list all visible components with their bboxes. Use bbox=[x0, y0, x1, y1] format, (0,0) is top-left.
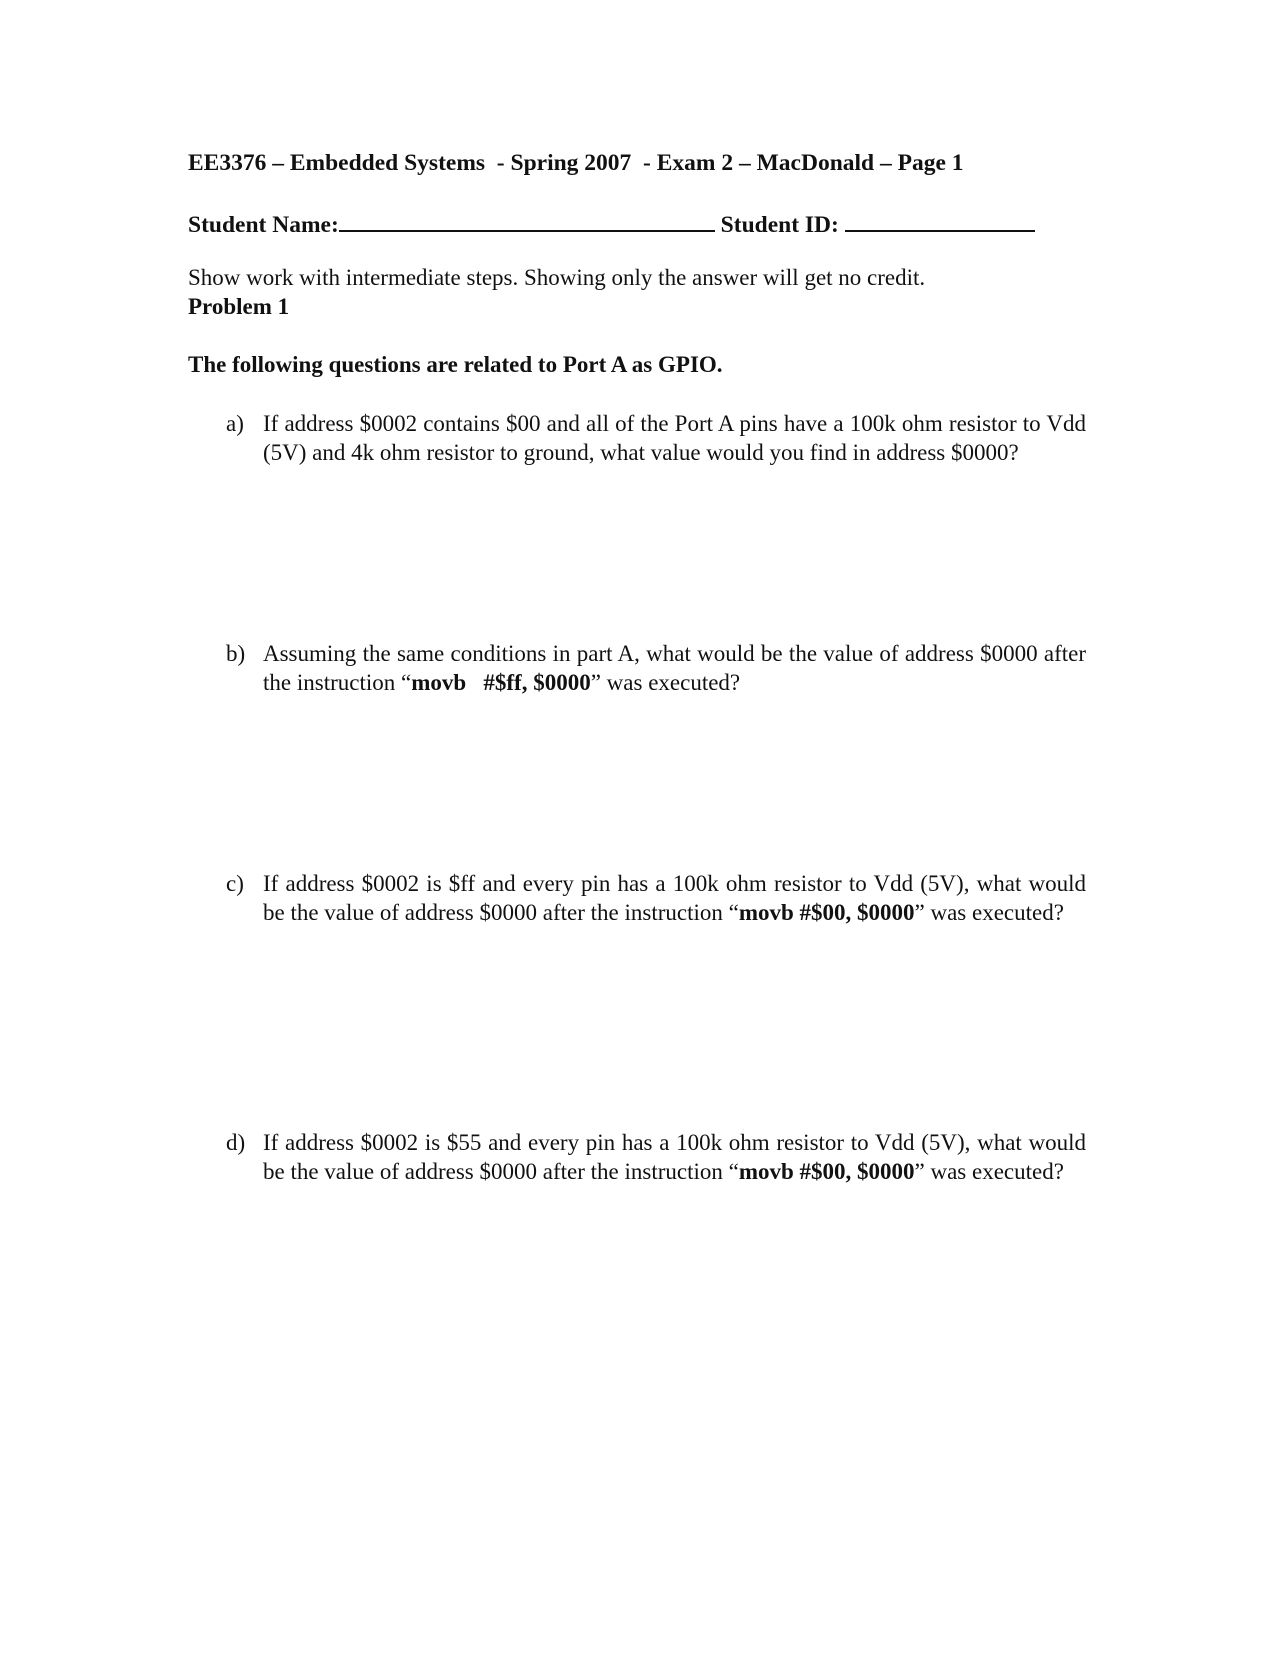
question-text-end: ” was executed? bbox=[590, 670, 741, 695]
question-text: Assuming the same conditions in part A, what would be the value of address $0000 after the instruction “ bbox=[263, 641, 1086, 695]
question-a bbox=[226, 409, 1086, 467]
student-info-row bbox=[188, 208, 1035, 239]
student-id-label: Student ID: bbox=[720, 212, 839, 238]
problem-title: Problem 1 bbox=[188, 294, 290, 319]
student-name-label: Student Name: bbox=[188, 212, 339, 238]
question-c bbox=[226, 869, 1086, 927]
question-label: c) bbox=[226, 871, 244, 896]
instruction-code: movb #$ff, $0000 bbox=[411, 670, 591, 695]
question-d bbox=[226, 1128, 1086, 1186]
question-text-end: ” was executed? bbox=[914, 1159, 1064, 1184]
question-text: If address $0002 is $55 and every pin has a 100k ohm resistor to Vdd (5V), what would be the value of address $0000 after the instruction “ bbox=[263, 1130, 1086, 1184]
question-text: If address $0002 contains $00 and all of the Port A pins have a 100k ohm resistor to Vdd (5V) and 4k ohm resistor to ground, what value would you find in address $0000? bbox=[263, 411, 1086, 465]
student-id-field[interactable] bbox=[845, 208, 1035, 232]
instruction-code: movb #$00, $0000 bbox=[738, 900, 915, 925]
instruction-code: movb #$00, $0000 bbox=[738, 1159, 915, 1184]
question-label: d) bbox=[226, 1130, 246, 1155]
instructions: Show work with intermediate steps. Showing only the answer will get no credit. bbox=[188, 265, 926, 290]
student-name-field[interactable] bbox=[339, 208, 715, 232]
question-b bbox=[226, 639, 1086, 697]
problem-intro: The following questions are related to Port A as GPIO. bbox=[188, 352, 723, 377]
question-text-end: ” was executed? bbox=[914, 900, 1064, 925]
question-label: b) bbox=[226, 641, 246, 666]
exam-title: EE3376 – Embedded Systems - Spring 2007 - Exam 2 – MacDonald – Page 1 bbox=[188, 150, 964, 176]
question-text: If address $0002 is $ff and every pin has a 100k ohm resistor to Vdd (5V), what would be the value of address $0000 after the instruction “ bbox=[263, 871, 1086, 925]
question-label: a) bbox=[226, 411, 244, 436]
